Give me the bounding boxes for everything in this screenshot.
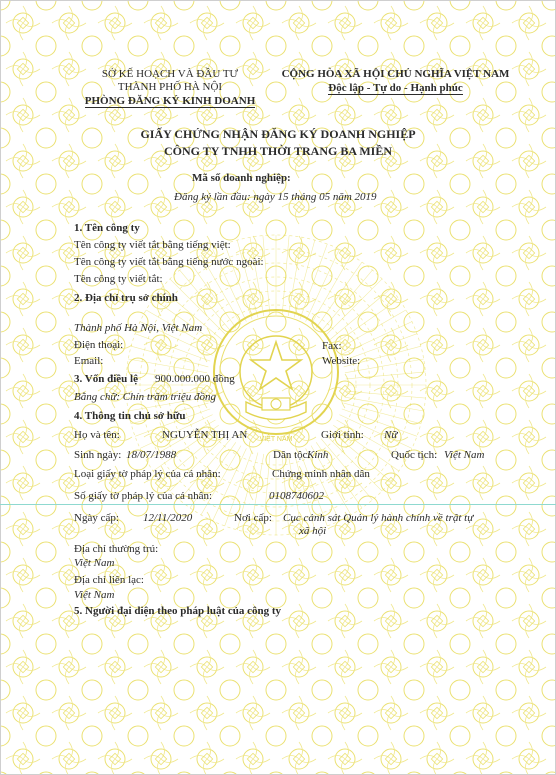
abbr-vietnamese-label: Tên công ty viết tắt bằng tiếng việt:: [74, 239, 231, 251]
national-title: CỘNG HÒA XÃ HỘI CHỦ NGHĨA VIỆT NAM: [281, 68, 510, 80]
contact-address-label: Địa chỉ liên lạc:: [74, 574, 144, 586]
section-2-heading: 2. Địa chỉ trụ sở chính: [74, 292, 178, 304]
charter-capital-value: 900.000.000 đồng: [155, 373, 235, 385]
issue-date-label: Ngày cấp:: [74, 512, 119, 524]
id-type-label: Loại giấy tờ pháp lý của cá nhân:: [74, 468, 221, 480]
id-number-label: Số giấy tờ pháp lý của cá nhân:: [74, 490, 213, 502]
dob-label: Sinh ngày:: [74, 449, 122, 461]
owner-name-value: NGUYỄN THỊ AN: [162, 429, 248, 441]
contact-address-value: Việt Nam: [74, 589, 115, 601]
owner-name-label: Họ và tên:: [74, 429, 120, 441]
website-label: Website:: [322, 355, 361, 367]
section-5-heading: 5. Người đại diện theo pháp luật của công ty: [74, 605, 282, 617]
first-registration: Đăng ký lần đầu: ngày 15 tháng 05 năm 2019: [174, 191, 377, 203]
dob-value: 18/07/1988: [126, 449, 177, 461]
section-1-heading: 1. Tên công ty: [74, 222, 140, 234]
issue-place-value: Cục cảnh sát Quản lý hành chính về trật tự: [283, 512, 474, 524]
permanent-address-label: Địa chỉ thường trú:: [74, 543, 159, 555]
ethnicity-label: Dân tộc:: [273, 449, 311, 461]
issuer-department: SỞ KẾ HOẠCH VÀ ĐẦU TƯ: [101, 68, 239, 80]
phone-label: Điện thoại:: [74, 339, 124, 351]
issuer-city: THÀNH PHỐ HÀ NỘI: [117, 81, 223, 93]
nationality-label: Quốc tịch:: [391, 449, 438, 461]
fax-label: Fax:: [322, 340, 342, 352]
issue-place-label: Nơi cấp:: [234, 512, 272, 524]
scan-line: [0, 504, 556, 505]
ethnicity-value: Kinh: [307, 449, 329, 461]
issuer-office: PHÒNG ĐĂNG KÝ KINH DOANH: [84, 95, 256, 107]
gender-value: Nữ: [384, 429, 398, 441]
head-office-address: Thành phố Hà Nội, Việt Nam: [74, 322, 203, 334]
email-label: Email:: [74, 355, 104, 367]
emblem-ribbon-text: VIỆT NAM: [259, 436, 293, 443]
gender-label: Giới tính:: [321, 429, 364, 441]
abbr-foreign-label: Tên công ty viết tắt bằng tiếng nước ngoài:: [74, 256, 264, 268]
issue-place-value-cont: xã hội: [299, 525, 327, 537]
permanent-address-value: Việt Nam: [74, 557, 115, 569]
section-3-heading: 3. Vốn điều lệ: [74, 373, 138, 385]
nationality-value: Việt Nam: [444, 449, 485, 461]
enterprise-code-label: Mã số doanh nghiệp:: [192, 172, 291, 184]
charter-capital-words: Bằng chữ: Chín trăm triệu đồng: [74, 391, 216, 403]
abbr-name-label: Tên công ty viết tắt:: [74, 273, 163, 285]
national-motto: Độc lập - Tự do - Hạnh phúc: [328, 82, 463, 94]
certificate-title: GIẤY CHỨNG NHẬN ĐĂNG KÝ DOANH NGHIỆP: [140, 127, 416, 141]
id-type-value: Chứng minh nhân dân: [272, 468, 370, 480]
company-name: CÔNG TY TNHH THỜI TRANG BA MIỀN: [163, 144, 393, 158]
section-4-heading: 4. Thông tin chủ sở hữu: [74, 410, 186, 422]
id-number-value: 0108740602: [269, 490, 324, 502]
issue-date-value: 12/11/2020: [143, 512, 193, 524]
